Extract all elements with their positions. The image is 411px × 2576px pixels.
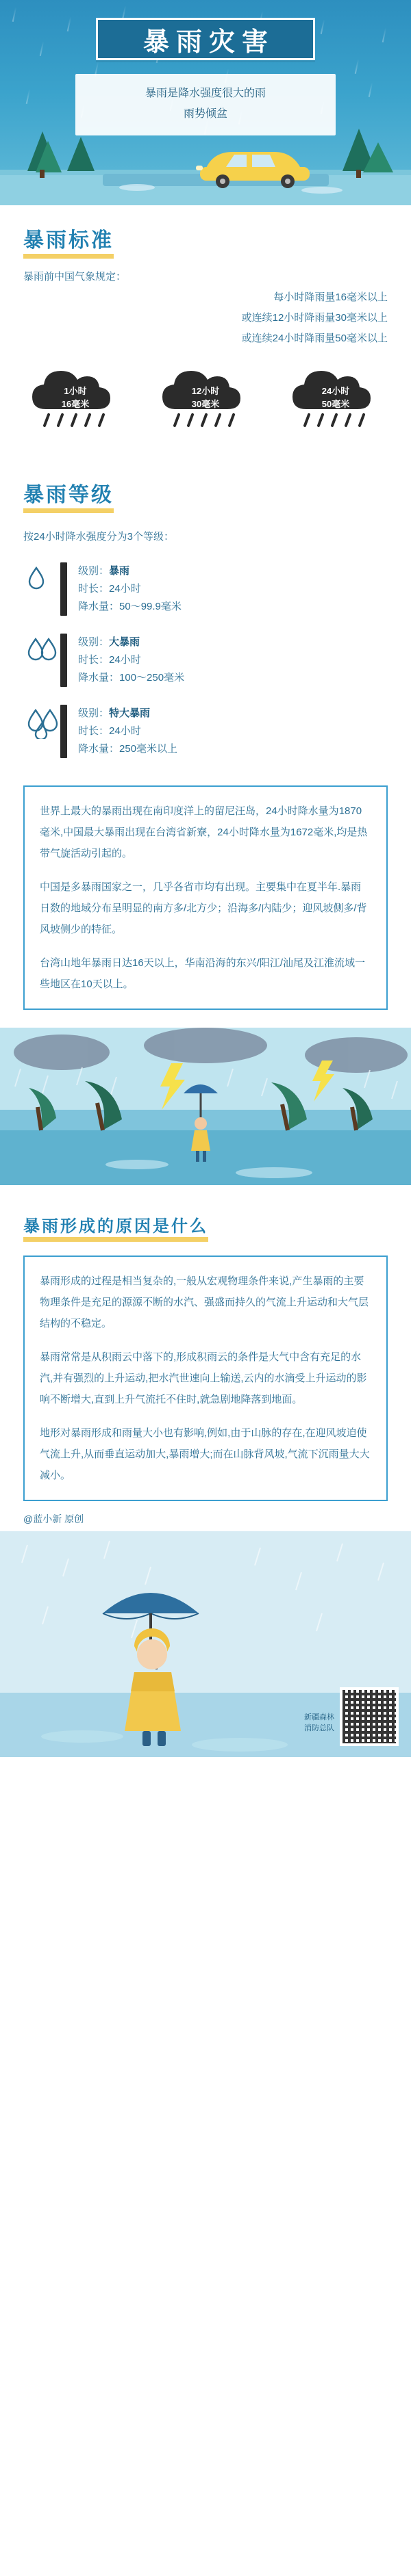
- standard-line-0: 暴雨前中国气象规定：: [23, 271, 127, 283]
- cloud-amount: 50毫米: [321, 399, 350, 409]
- standard-line-1: 每小时降雨量16毫米以上: [273, 291, 388, 303]
- cloud-duration: 12小时: [191, 386, 220, 396]
- footer-illustration: [0, 1531, 411, 1757]
- cloud-card: [18, 361, 133, 437]
- amount-label: 降水量：: [78, 743, 120, 755]
- footer-brand: [304, 1712, 334, 1734]
- raindrop-icon: [27, 705, 60, 742]
- storm-illustration: [0, 1028, 411, 1185]
- level-bar: [60, 705, 67, 758]
- page-title-band: [96, 18, 315, 60]
- cloud-card-group: [0, 361, 411, 437]
- author-credit: @蓝小新 原创: [23, 1513, 84, 1524]
- level-label: 级别：: [78, 707, 110, 719]
- qr-code-icon[interactable]: [340, 1687, 399, 1746]
- footer-brand-line1: 新疆森林: [304, 1713, 334, 1721]
- level-item: [23, 634, 388, 687]
- cloud-amount: 16毫米: [61, 399, 90, 409]
- level-value: 暴雨: [109, 565, 130, 577]
- amount-value: 100～250毫米: [119, 672, 185, 684]
- raindrop-icon: [27, 562, 60, 593]
- facts-box: [23, 785, 388, 1010]
- level-bar: [60, 562, 67, 616]
- facts-paragraph-3: 台湾山地年暴雨日达16天以上，华南沿海的东兴/阳江/汕尾及江淮流域一些地区在10天以上。: [40, 957, 366, 990]
- header-subtitle-line1: 暴雨是降水强度很大的雨: [145, 88, 266, 99]
- level-value: 大暴雨: [109, 636, 140, 648]
- cloud-amount: 30毫米: [191, 399, 220, 409]
- cloud-card: [278, 361, 393, 437]
- raindrop-icon: [27, 634, 60, 664]
- level-bar: [60, 634, 67, 687]
- section-cause: [0, 1212, 411, 1240]
- cause-heading: 暴雨形成的原因是什么: [23, 1212, 208, 1240]
- amount-label: 降水量：: [78, 672, 120, 684]
- level-item: [23, 562, 388, 616]
- amount-value: 50～99.9毫米: [119, 601, 182, 612]
- levels-intro: 按24小时降水强度分为3个等级：: [23, 531, 175, 543]
- amount-label: 降水量：: [78, 601, 120, 612]
- level-label: 级别：: [78, 636, 110, 648]
- header-subtitle-line2: 雨势倾盆: [183, 108, 227, 120]
- standard-line-2: 或连续12小时降雨量30毫米以上: [241, 312, 388, 324]
- section-levels: [0, 478, 411, 758]
- section-standard: [0, 223, 411, 349]
- duration-value: 24小时: [109, 583, 141, 595]
- level-label: 级别：: [78, 565, 110, 577]
- duration-value: 24小时: [109, 654, 141, 666]
- level-item: [23, 705, 388, 758]
- duration-value: 24小时: [109, 725, 141, 737]
- header-illustration: [0, 116, 411, 205]
- cause-paragraph-2: 暴雨常常是从积雨云中落下的,形成积雨云的条件是大气中含有充足的水汽,并有强烈的上升运动,把水汽世速向上输送,云内的水滴受上升运动的影响不断增大,直到上升气流托不住时,就急剧地降落到地面。: [40, 1351, 367, 1405]
- qr-code-pattern: [342, 1690, 396, 1743]
- cause-paragraph-3: 地形对暴雨形成和雨量大小也有影响,例如,由于山脉的存在,在迎风坡迫使气流上升,从而垂直运动加大,暴雨增大;而在山脉背风坡,气流下沉雨量大大减小。: [40, 1427, 370, 1481]
- amount-value: 250毫米以上: [119, 743, 178, 755]
- facts-paragraph-1: 世界上最大的暴雨出现在南印度洋上的留尼汪岛，24小时降水量为1870毫米,中国最大暴雨出现在台湾省新寮，24小时降水量为1672毫米,均是热带气旋活动引起的。: [40, 805, 368, 859]
- levels-heading: 暴雨等级: [23, 478, 114, 512]
- footer-brand-line2: 消防总队: [304, 1724, 334, 1732]
- duration-label: 时长：: [78, 583, 110, 595]
- header-banner: [0, 0, 411, 205]
- page-title: 暴雨灾害: [142, 27, 275, 57]
- standard-line-3: 或连续24小时降雨量50毫米以上: [241, 333, 388, 344]
- duration-label: 时长：: [78, 654, 110, 666]
- cloud-duration: 1小时: [64, 386, 87, 396]
- cloud-card: [148, 361, 263, 437]
- duration-label: 时长：: [78, 725, 110, 737]
- cause-paragraph-1: 暴雨形成的过程是相当复杂的,一般从宏观物理条件来说,产生暴雨的主要物理条件是充足的源源不断的水汽、强盛而持久的气流上升运动和大气层结构的不稳定。: [40, 1275, 369, 1329]
- facts-paragraph-2: 中国是多暴雨国家之一，几乎各省市均有出现。主要集中在夏半年.暴雨日数的地域分布呈明显的南方多/北方少；沿海多/内陆少；迎风坡侧多/背风坡侧少的特征。: [40, 881, 367, 935]
- level-list: [23, 562, 388, 758]
- standard-heading: 暴雨标准: [23, 223, 114, 257]
- level-value: 特大暴雨: [109, 707, 151, 719]
- cause-box: [23, 1256, 388, 1501]
- cloud-duration: 24小时: [321, 386, 350, 396]
